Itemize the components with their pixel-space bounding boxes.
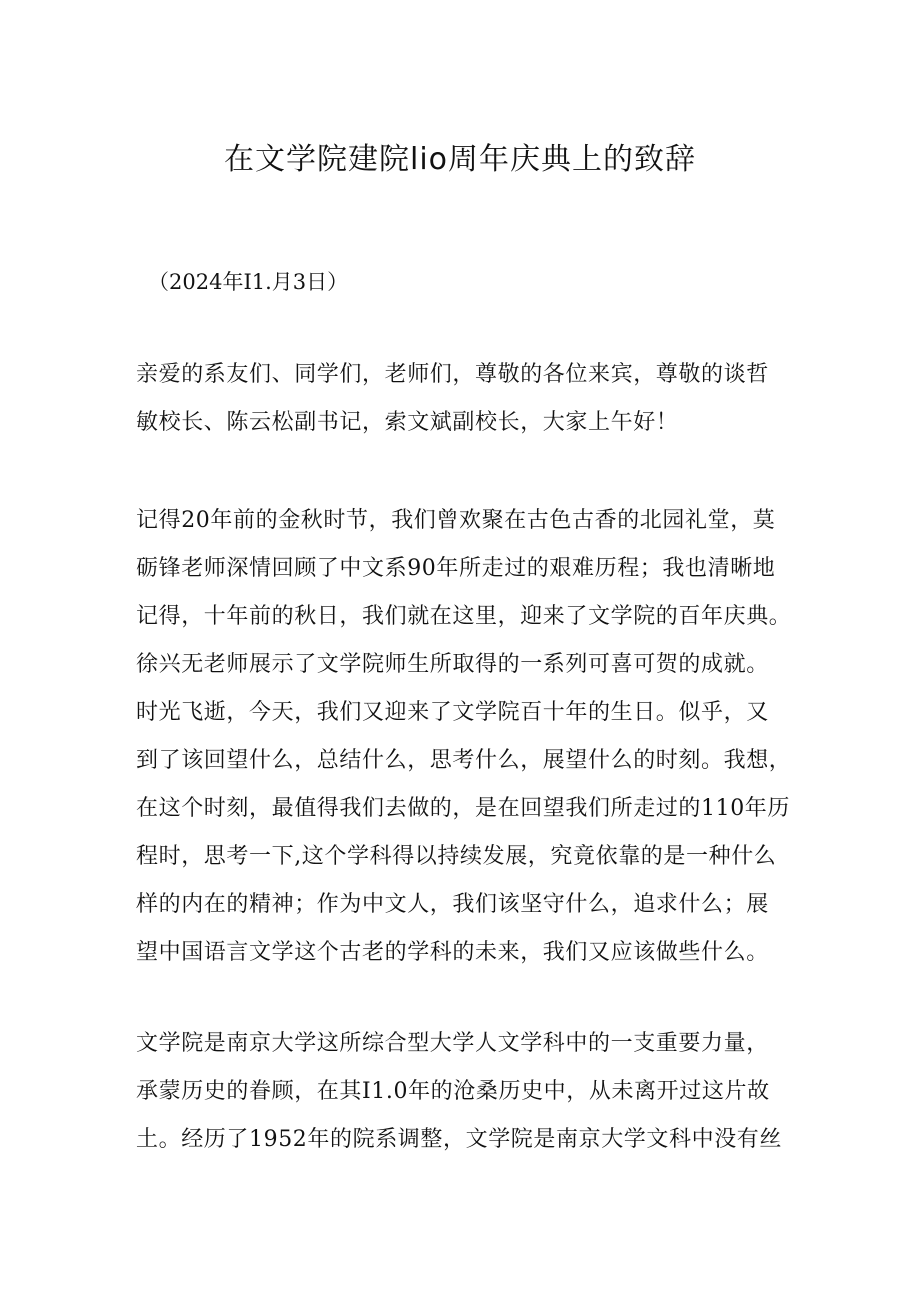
paragraph-line: 土。经历了1952年的院系调整，文学院是南京大学文科中没有丝 bbox=[136, 1127, 782, 1152]
paragraph-greeting bbox=[136, 351, 796, 447]
paragraph-line: 文学院是南京大学这所综合型大学人文学科中的一支重要力量， bbox=[136, 1031, 769, 1056]
paragraph-line: 望中国语言文学这个古老的学科的未来，我们又应该做些什么。 bbox=[136, 940, 769, 965]
paragraph-line: 程时，思考一下,这个学科得以持续发展，究竟依靠的是一种什么 bbox=[136, 844, 777, 869]
paragraph-line: 记得20年前的金秋时节，我们曾欢聚在古色古香的北园礼堂，莫 bbox=[136, 508, 776, 533]
paragraph-line: 敏校长、陈云松副书记，索文斌副校长，大家上午好！ bbox=[136, 410, 679, 435]
paragraph-line: 承蒙历史的眷顾，在其I1.0年的沧桑历史中，从未离开过这片故 bbox=[136, 1079, 770, 1104]
paragraph-line: 亲爱的系友们、同学们，老师们，尊敬的各位来宾，尊敬的谈哲 bbox=[136, 362, 769, 387]
paragraph-line: 样的内在的精神；作为中文人，我们该坚守什么，追求什么；展 bbox=[136, 892, 769, 917]
paragraph-history bbox=[136, 1020, 796, 1164]
paragraph-line: 记得，十年前的秋日，我们就在这里，迎来了文学院的百年庆典。 bbox=[136, 604, 792, 629]
paragraph-line: 时光飞逝，今天，我们又迎来了文学院百十年的生日。似乎，又 bbox=[136, 700, 769, 725]
paragraph-line: 在这个时刻，最值得我们去做的，是在回望我们所走过的110年历 bbox=[136, 796, 790, 821]
document-date: （2024年I1.月3日） bbox=[148, 270, 349, 294]
paragraph-line: 徐兴无老师展示了文学院师生所取得的一系列可喜可贺的成就。 bbox=[136, 652, 769, 677]
paragraph-line: 砺锋老师深情回顾了中文系90年所走过的艰难历程；我也清晰地 bbox=[136, 556, 776, 581]
document-title: 在文学院建院lio周年庆典上的致辞 bbox=[223, 142, 697, 177]
paragraph-memories bbox=[136, 497, 796, 977]
paragraph-line: 到了该回望什么，总结什么，思考什么，展望什么的时刻。我想， bbox=[136, 748, 792, 773]
